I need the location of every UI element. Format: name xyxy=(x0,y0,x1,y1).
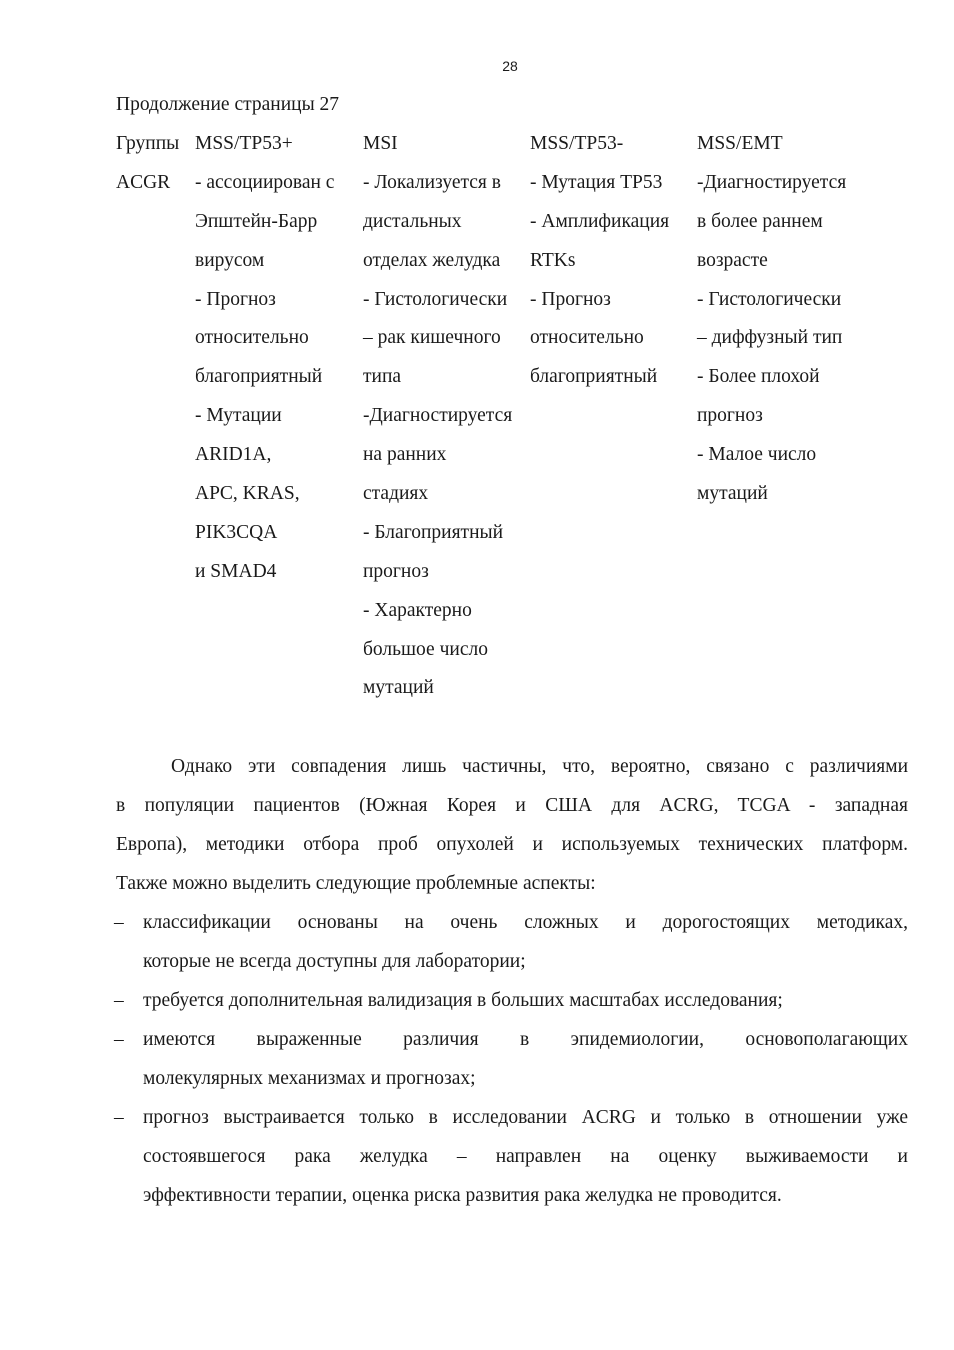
table-cell-line: стадиях xyxy=(363,483,429,505)
table-cell-line: ARID1A, xyxy=(195,444,272,466)
table-header-cell: MSS/TP53+ xyxy=(195,133,293,154)
list-dash-marker: – xyxy=(114,1029,124,1050)
table-column-mss-tp53-minus xyxy=(530,132,669,404)
table-cell-line: - Гистологически xyxy=(697,288,842,310)
list-dash-marker: – xyxy=(114,912,124,933)
table-cell-line: - Характерно xyxy=(363,599,472,621)
table-cell-line: - Амплификация xyxy=(530,210,670,232)
table-column-mss-tp53-plus xyxy=(195,132,334,599)
table-cell-line: PIK3CQA xyxy=(195,521,278,543)
table-cell-line: отделах желудка xyxy=(363,249,501,271)
list-item-line: требуется дополнительная валидизация в больших масштабах исследования; xyxy=(143,990,783,1011)
list-item-line: состоявшегося рака желудка – направлен на оценку выживаемости и xyxy=(143,1146,908,1167)
table-cell-line: – рак кишечного xyxy=(363,327,501,349)
table-cell-line: благоприятный xyxy=(195,366,323,388)
table-column-groups xyxy=(116,132,179,210)
table-cell-line: прогноз xyxy=(363,560,429,582)
table-cell-line: - Благоприятный xyxy=(363,521,504,543)
table-cell-line: и SMAD4 xyxy=(195,560,277,582)
table-cell-line: большое число xyxy=(363,638,488,660)
table-cell-line: прогноз xyxy=(697,405,763,427)
table-cell-line: APC, KRAS, xyxy=(195,483,300,505)
list-item xyxy=(116,1106,908,1223)
paragraph-line: Однако эти совпадения лишь частичны, что, вероятно, связано с различиями xyxy=(171,756,908,777)
table-cell-line: - Мутация TP53 xyxy=(530,171,663,193)
table-cell-line: - Малое число xyxy=(697,444,817,466)
list-item-line: которые не всегда доступны для лаборатории; xyxy=(143,951,526,972)
paragraph-line: Европа), методики отбора проб опухолей и используемых технических платформ. xyxy=(116,834,908,855)
table-cell-line: - Более плохой xyxy=(697,366,820,388)
table-header-cell: MSI xyxy=(363,133,398,154)
aspects-list xyxy=(116,911,908,1223)
table-cell-line: -Диагностируется xyxy=(697,171,847,193)
table-cell-line: - ассоциирован с xyxy=(195,171,335,193)
table-cell-line: на ранних xyxy=(363,444,447,466)
list-item xyxy=(116,911,908,989)
paragraph-line: в популяции пациентов (Южная Корея и США для ACRG, TCGA - западная xyxy=(116,795,908,816)
list-item xyxy=(116,989,908,1028)
body-text xyxy=(116,755,908,1223)
table-cell-line: Эпштейн-Барр xyxy=(195,210,318,232)
table-cell-line: – диффузный тип xyxy=(697,327,843,349)
table-header-cell: MSS/TP53- xyxy=(530,133,624,154)
table-cell-line: RTKs xyxy=(530,249,576,271)
table-cell-line: возрасте xyxy=(697,249,768,271)
table-column-msi xyxy=(363,132,512,715)
table-cell-line: - Прогноз xyxy=(195,288,276,310)
list-item-line: прогноз выстраивается только в исследовании ACRG и только в отношении уже xyxy=(143,1107,908,1128)
table-cell-line: мутаций xyxy=(697,483,768,505)
table-cell-line: относительно xyxy=(530,327,644,349)
table-cell-line: вирусом xyxy=(195,249,265,271)
table-cell-line: - Гистологически xyxy=(363,288,508,310)
list-item xyxy=(116,1028,908,1106)
table-cell-line: благоприятный xyxy=(530,366,658,388)
paragraph-line: Также можно выделить следующие проблемные аспекты: xyxy=(116,873,596,894)
page-number: 28 xyxy=(502,58,518,74)
table-cell-line: ACGR xyxy=(116,171,171,193)
table-cell-line: дистальных xyxy=(363,210,462,232)
table-cell-line: относительно xyxy=(195,327,309,349)
table-cell-line: - Локализуется в xyxy=(363,171,501,193)
table-cell-line: в более раннем xyxy=(697,210,823,232)
table-cell-line: мутаций xyxy=(363,677,434,699)
list-item-line: имеются выраженные различия в эпидемиологии, основополагающих xyxy=(143,1029,908,1050)
table-header-cell: MSS/EMT xyxy=(697,133,783,154)
continuation-note: Продолжение страницы 27 xyxy=(116,94,340,115)
table-cell-line: типа xyxy=(363,366,402,388)
paragraph xyxy=(116,755,908,911)
list-dash-marker: – xyxy=(114,990,124,1011)
table-cell-line: -Диагностируется xyxy=(363,405,513,427)
table-column-mss-emt xyxy=(697,132,846,521)
list-item-line: эффективности терапии, оценка риска развития рака желудка не проводится. xyxy=(143,1185,782,1206)
list-item-line: молекулярных механизмах и прогнозах; xyxy=(143,1068,476,1089)
list-dash-marker: – xyxy=(114,1107,124,1128)
table-cell-line: - Мутации xyxy=(195,405,282,427)
table-header-cell: Группы xyxy=(116,133,180,154)
list-item-line: классификации основаны на очень сложных и дорогостоящих методиках, xyxy=(143,912,908,933)
table-cell-line: - Прогноз xyxy=(530,288,611,310)
